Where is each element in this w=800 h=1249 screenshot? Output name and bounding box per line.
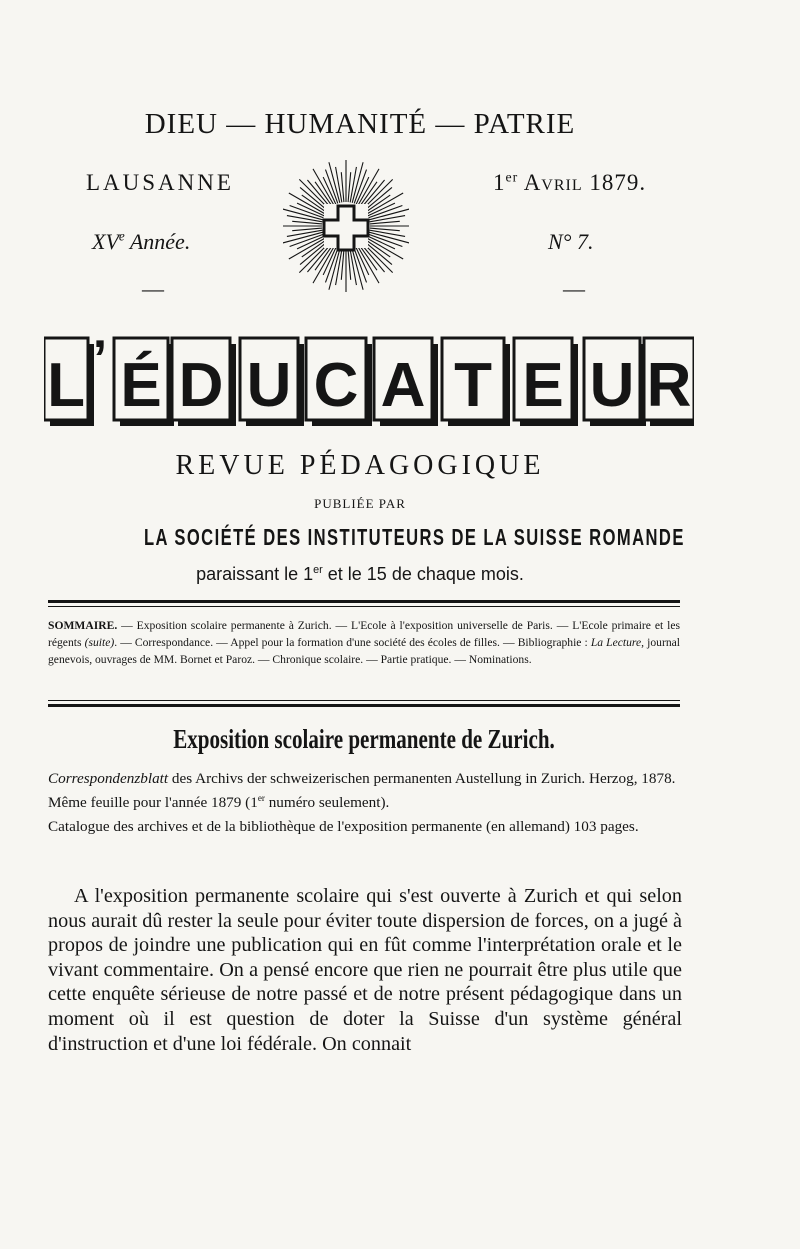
divider [48,700,680,701]
masthead-letter [306,338,372,426]
paragraph: A l'exposition permanente scolaire qui s'est ouverte à Zurich et qui selon nous aurait dû rester la seule pour éviter toute dispersion de forces, on a jugé à propos de joindre une publication qui en fût comme l'interprétation orale et le vivant commentaire. On a pensé encore que rien ne pourrait être plus utile que cette enquête sérieuse de notre passé et de notre présent pédagogique dans un moment où il est question de doter la Suisse d'un système général d'instruction et d'une loi fédérale. On connait [48,885,682,1055]
sun-ray [292,221,322,224]
issue-date: 1er Avril 1879. [493,169,647,195]
masthead-letter-glyph: E [522,351,564,420]
sun-ray [370,221,400,224]
sun-ray [348,250,351,280]
masthead-letter-glyph: U [589,351,635,420]
masthead-title [44,330,694,430]
masthead-letter-glyph: A [380,351,426,420]
left-dash: — [142,276,164,301]
sun-ray [370,228,400,231]
publication-place: LAUSANNE [86,170,234,195]
masthead-letter [240,338,304,426]
masthead-letter-glyph: R [646,351,692,420]
masthead-letter [114,338,174,426]
masthead-letter [442,338,510,426]
article-title: Exposition scolaire permanente de Zurich. [173,724,555,754]
divider [48,600,680,603]
issue-number: N° 7. [548,229,594,254]
divider [48,704,680,707]
masthead-letter [514,338,578,426]
masthead-letter [374,338,438,426]
published-by: PUBLIÉE PAR [314,496,406,511]
masthead-letter-glyph: D [178,351,224,420]
masthead-letter-glyph: É [120,351,162,420]
reference-2: Même feuille pour l'année 1879 (1er numéro seulement). [48,792,390,811]
subtitle: REVUE PÉDAGOGIQUE [175,450,545,481]
reference-1: Correspondenzblatt des Archivs der schweizerischen permanenten Austellung in Zurich. Herzog, 1878. [48,770,676,787]
masthead-letter [172,338,236,426]
masthead-letter [584,338,646,426]
masthead-letter-glyph: L [47,351,85,420]
reference-3: Catalogue des archives et de la bibliothèque de l'exposition permanente (en allemand) 103 pages. [48,818,639,835]
masthead-letter [93,330,107,388]
article-references [48,770,680,842]
motto: DIEU — HUMANITÉ — PATRIE [144,108,576,140]
society-name: LA SOCIÉTÉ DES INSTITUTEURS DE LA SUISSE ROMANDE [143,524,685,550]
masthead-letter-glyph: T [454,351,492,420]
divider [48,606,680,607]
sun-ray [341,172,344,202]
sun-ray [292,228,322,231]
table-of-contents: SOMMAIRE. — Exposition scolaire permanente à Zurich. — L'Ecole à l'exposition universelle de Paris. — L'Ecole primaire et les régents (suite). — Correspondance. — Appel pour la formation d'une société des écoles de filles. — Bibliographie : La Lecture, journal genevois, ouvrages de MM. Bornet et Paroz. — Chronique scolaire. — Partie pratique. — Nominations. [48,619,680,666]
masthead-letter [44,338,94,426]
masthead-letter-glyph: U [246,351,292,420]
publication-frequency: paraissant le 1er et le 15 de chaque mois. [196,564,524,584]
article-body [48,884,682,1056]
right-dash: — [563,276,585,301]
masthead-letter-glyph: C [313,351,359,420]
volume-year: XVe Année. [92,228,191,254]
sun-ray [341,250,344,280]
masthead-letter [644,338,694,426]
sun-ray [348,172,351,202]
swiss-cross-emblem-icon [283,150,409,300]
masthead-letter-glyph: ’ [92,330,108,388]
